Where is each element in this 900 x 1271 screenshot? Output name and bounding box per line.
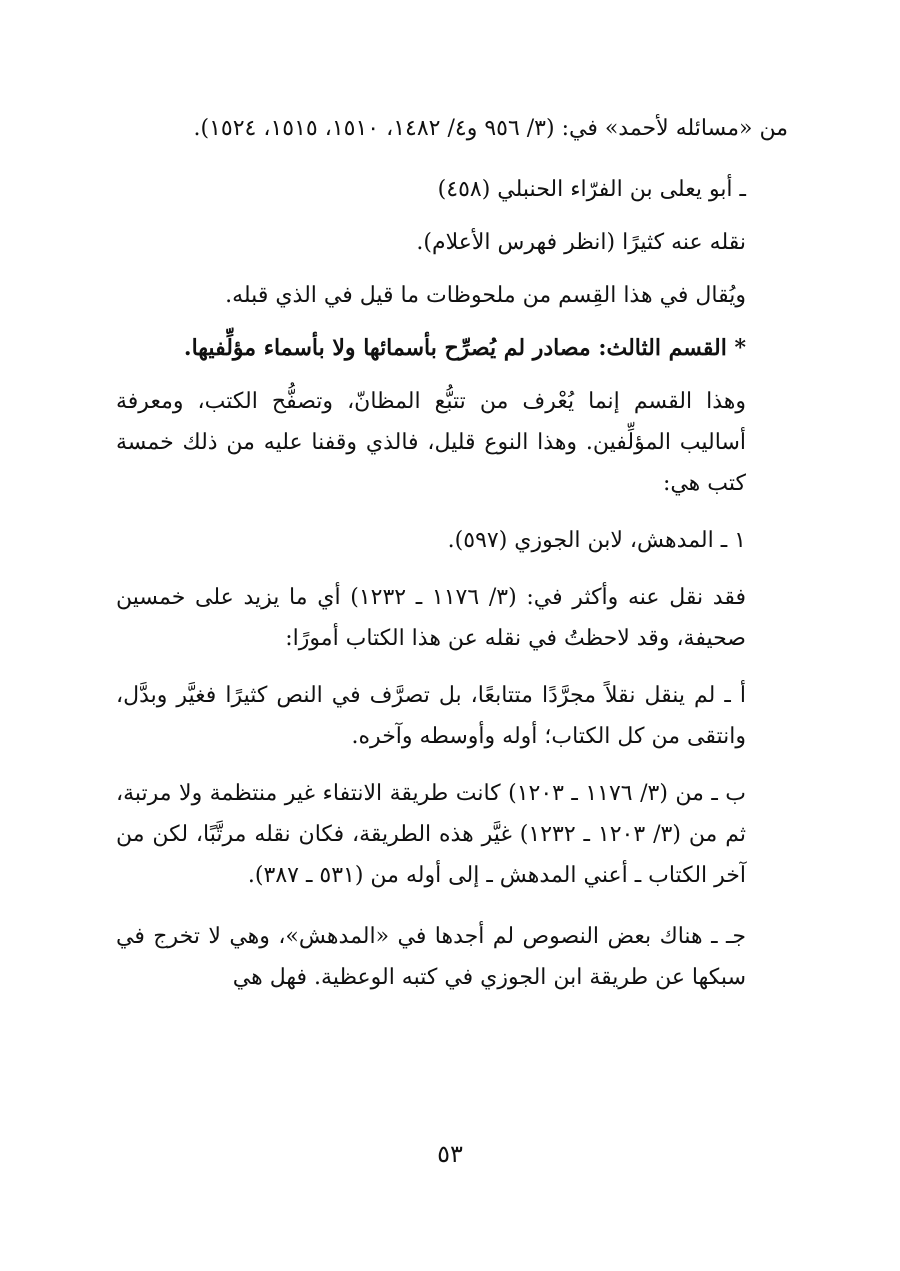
paragraph-quoted-extensively: فقد نقل عنه وأكثر في: (٣/ ١١٧٦ ـ ١٢٣٢) أي ما يزيد على خمسين صحيفة، وقد لاحظتُ في نقله عن هذا الكتاب أمورًا: [116, 585, 746, 651]
page-body [116, 108, 788, 998]
list-item-alif: أ ـ لم ينقل نقلاً مجرَّدًا متتابعًا، بل تصرَّف في النص كثيرًا فغيَّر وبدَّل، وانتقى من كل الكتاب؛ أوله وأوسطه وآخره. [116, 683, 746, 749]
page-number: ٥٣ [437, 1140, 463, 1168]
paragraph-quoted-often: نقله عنه كثيرًا (انظر فهرس الأعلام). [416, 230, 746, 255]
list-item-al-mudhish: ١ ـ المدهش، لابن الجوزي (٥٩٧). [447, 528, 746, 553]
paragraph-abu-yala: ـ أبو يعلى بن الفرّاء الحنبلي (٤٥٨) [437, 177, 746, 202]
paragraph-same-remarks: ويُقال في هذا القِسم من ملحوظات ما قيل في الذي قبله. [225, 283, 746, 308]
list-item-ba: ب ـ من (٣/ ١١٧٦ ـ ١٢٠٣) كانت طريقة الانتفاء غير منتظمة ولا مرتبة، ثم من (٣/ ١٢٠٣ ـ ١٢٣٢) غيَّر هذه الطريقة، فكان نقله مرتَّبًا، لكن من آخر الكتاب ـ أعني المدهش ـ إلى أوله من (٥٣١ ـ ٣٨٧). [116, 781, 747, 888]
paragraph-third-part-intro: وهذا القسم إنما يُعْرف من تتبُّع المظانّ، وتصفُّح الكتب، ومعرفة أساليب المؤلِّفين. وهذا النوع قليل، فالذي وقفنا عليه من ذلك خمسة كتب هي: [116, 389, 746, 496]
list-item-jim: جـ ـ هناك بعض النصوص لم أجدها في «المدهش»، وهي لا تخرج في سبكها عن طريقة ابن الجوزي في كتبه الوعظية. فهل هي [116, 924, 746, 990]
paragraph-sources-list: من «مسائله لأحمد» في: (٣/ ٩٥٦ و٤/ ١٤٨٢، ١٥١٠، ١٥١٥، ١٥٢٤). [193, 116, 788, 141]
section-heading-third-part: * القسم الثالث: مصادر لم يُصرِّح بأسمائها ولا بأسماء مؤلِّفيها. [183, 335, 746, 361]
